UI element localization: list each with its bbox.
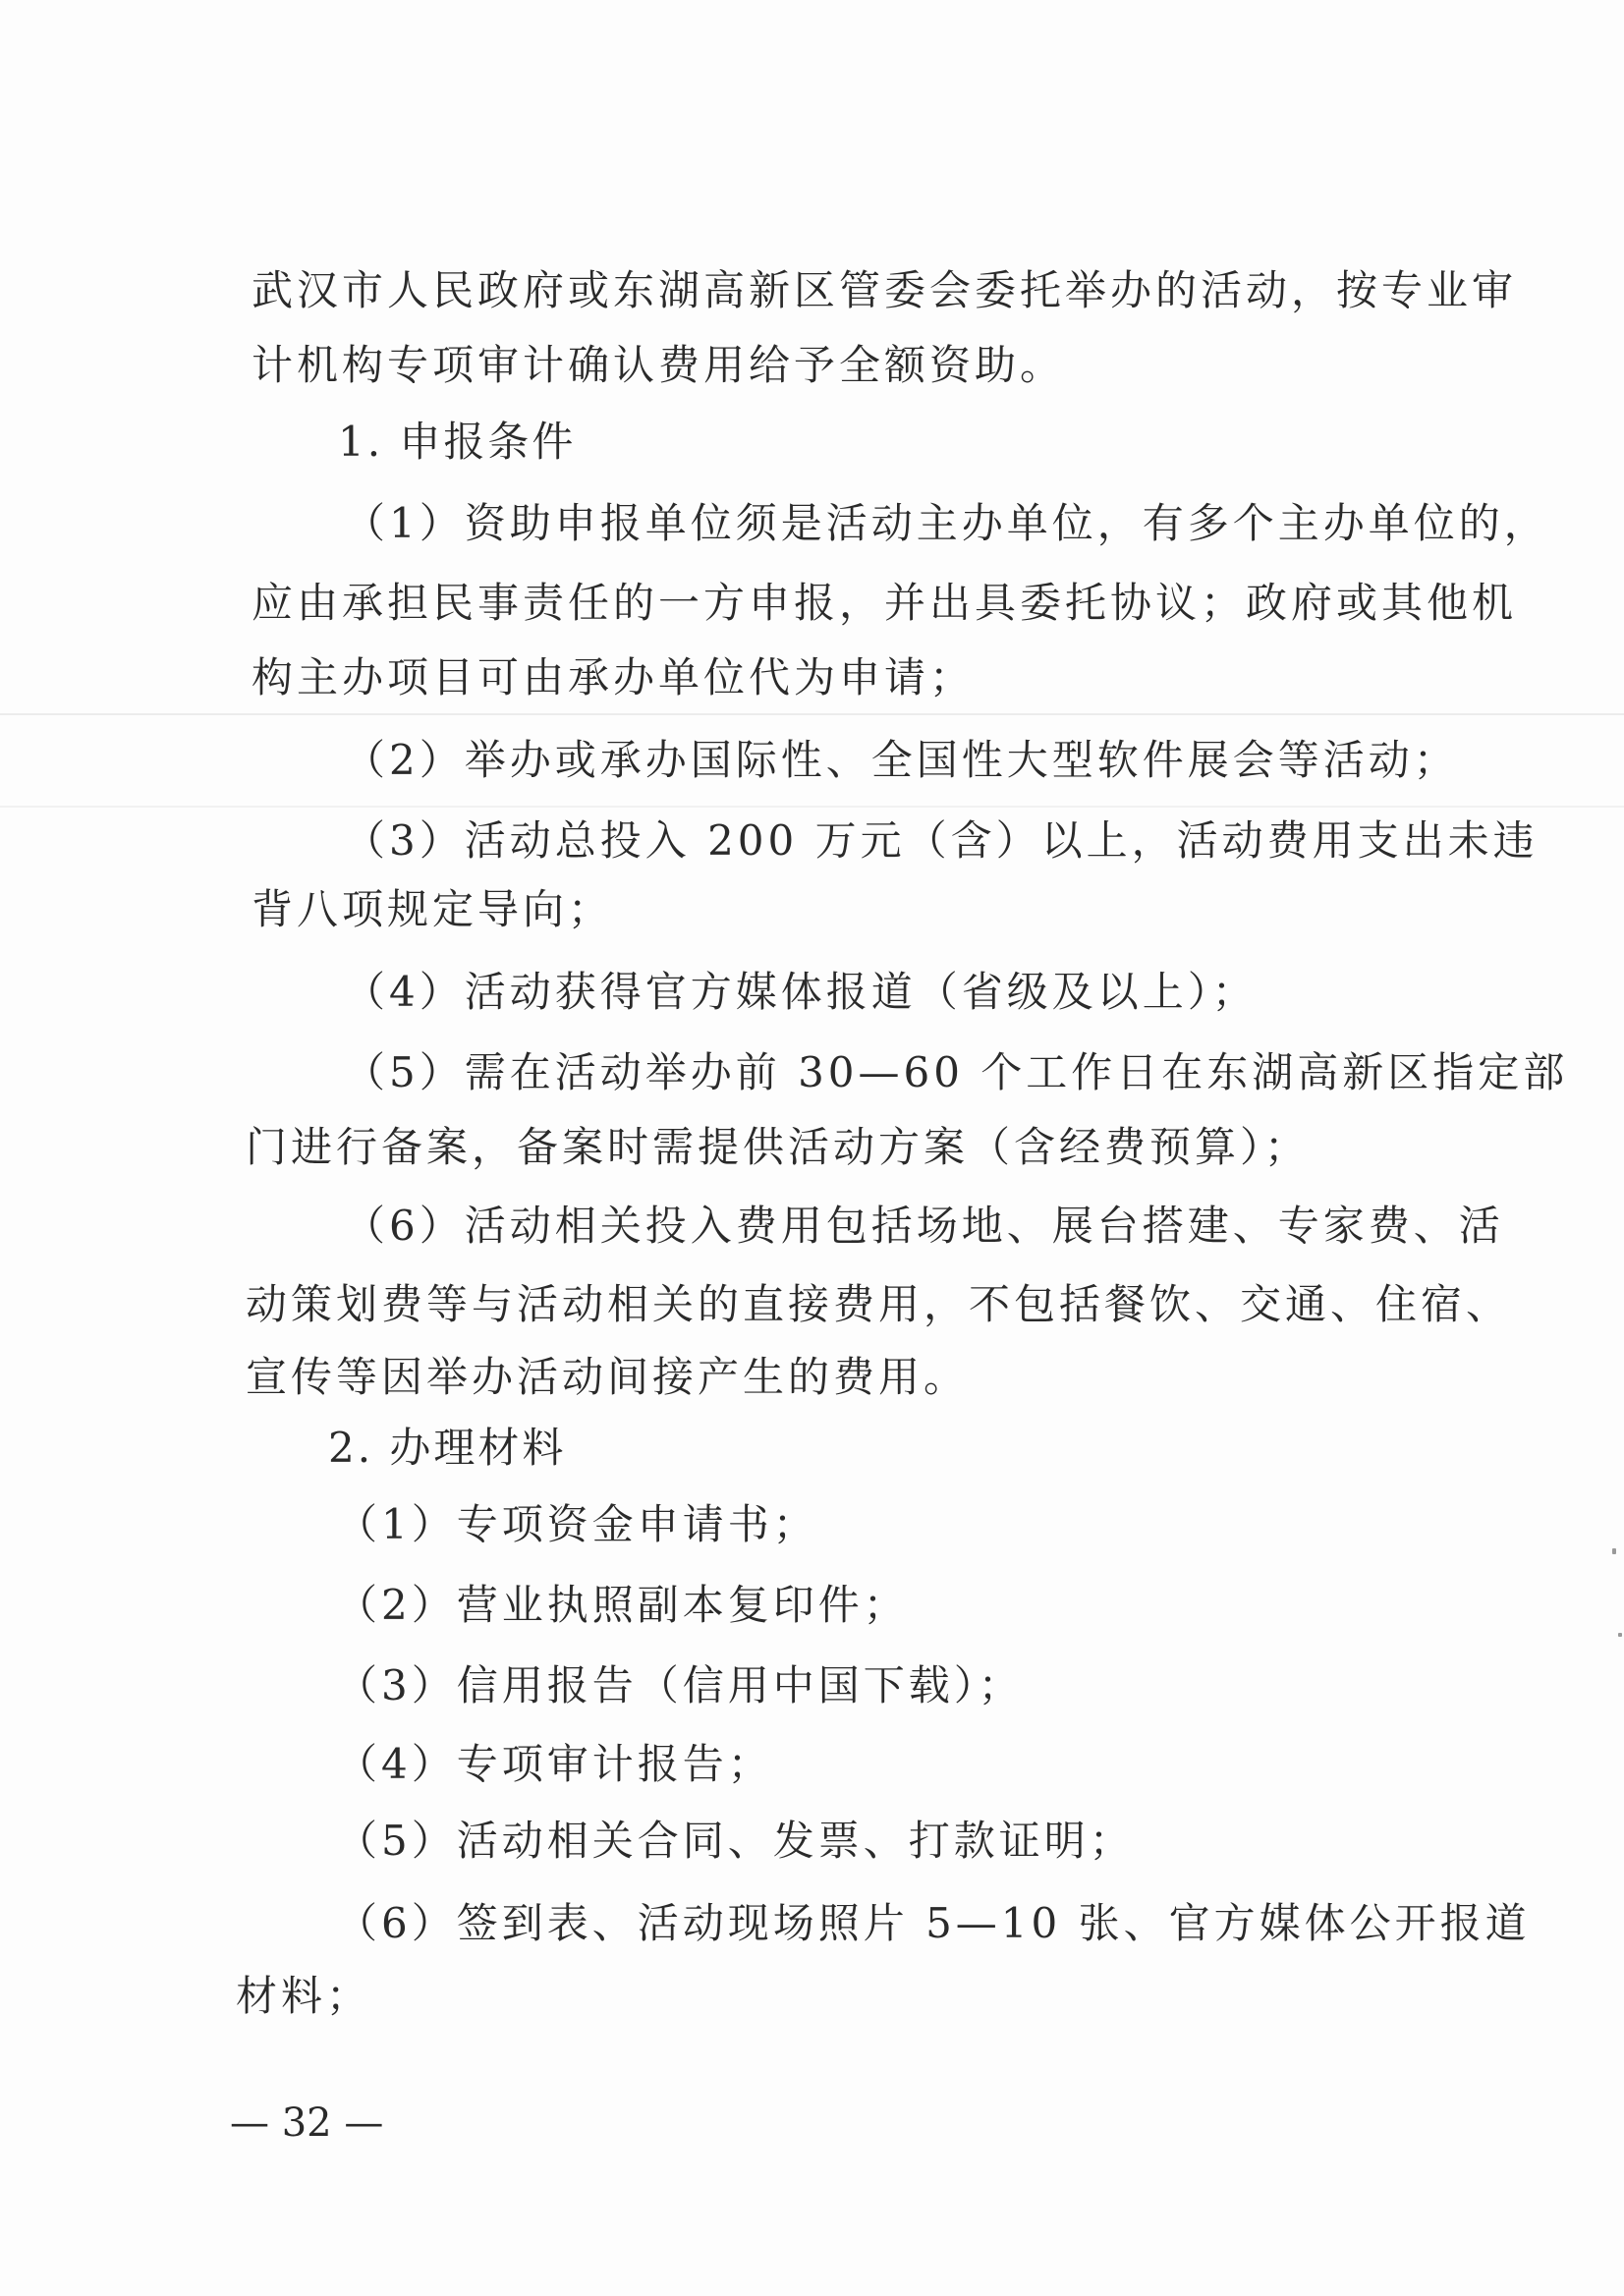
- list-item: （5）活动相关合同、发票、打款证明；: [336, 1817, 1135, 1865]
- paragraph-line: （5）需在活动举办前 30—60 个工作日在东湖高新区指定部: [344, 1048, 1569, 1096]
- paragraph-line: 应由承担民事责任的一方申报，并出具委托协议；政府或其他机: [252, 579, 1518, 627]
- paragraph-line: （2）举办或承办国际性、全国性大型软件展会等活动；: [344, 736, 1459, 784]
- paragraph-line: 背八项规定导向；: [252, 885, 614, 933]
- paragraph-line: 构主办项目可由承办单位代为申请；: [252, 653, 976, 701]
- paragraph-line: （6）活动相关投入费用包括场地、展台搭建、专家费、活: [344, 1202, 1504, 1250]
- list-item: （2）营业执照副本复印件；: [336, 1581, 909, 1629]
- section-heading: 1. 申报条件: [338, 418, 577, 466]
- section-heading: 2. 办理材料: [328, 1424, 567, 1472]
- page-number: — 32 —: [230, 2100, 384, 2146]
- list-item: （1）专项资金申请书；: [336, 1500, 818, 1548]
- paragraph-line: 门进行备案，备案时需提供活动方案（含经费预算）；: [246, 1123, 1311, 1171]
- scan-speck: [1618, 1633, 1622, 1637]
- paragraph-line: （3）活动总投入 200 万元（含）以上，活动费用支出未违: [344, 816, 1539, 865]
- paragraph-line: 动策划费等与活动相关的直接费用，不包括餐饮、交通、住宿、: [246, 1280, 1512, 1328]
- list-item: （4）专项审计报告；: [336, 1740, 773, 1788]
- paragraph-line: （4）活动获得官方媒体报道（省级及以上）；: [344, 968, 1258, 1016]
- list-item: （3）信用报告（信用中国下载）；: [336, 1661, 1024, 1709]
- list-item: （6）签到表、活动现场照片 5—10 张、官方媒体公开报道: [336, 1899, 1531, 1947]
- paragraph-line: 武汉市人民政府或东湖高新区管委会委托举办的活动，按专业审: [252, 266, 1518, 314]
- paragraph-line: 计机构专项审计确认费用给予全额资助。: [252, 341, 1066, 389]
- scan-speck: [1612, 1548, 1616, 1554]
- paragraph-line: 宣传等因举办活动间接产生的费用。: [246, 1353, 970, 1401]
- paragraph-line: （1）资助申报单位须是活动主办单位，有多个主办单位的，: [344, 499, 1549, 547]
- list-item: 材料；: [236, 1972, 372, 2020]
